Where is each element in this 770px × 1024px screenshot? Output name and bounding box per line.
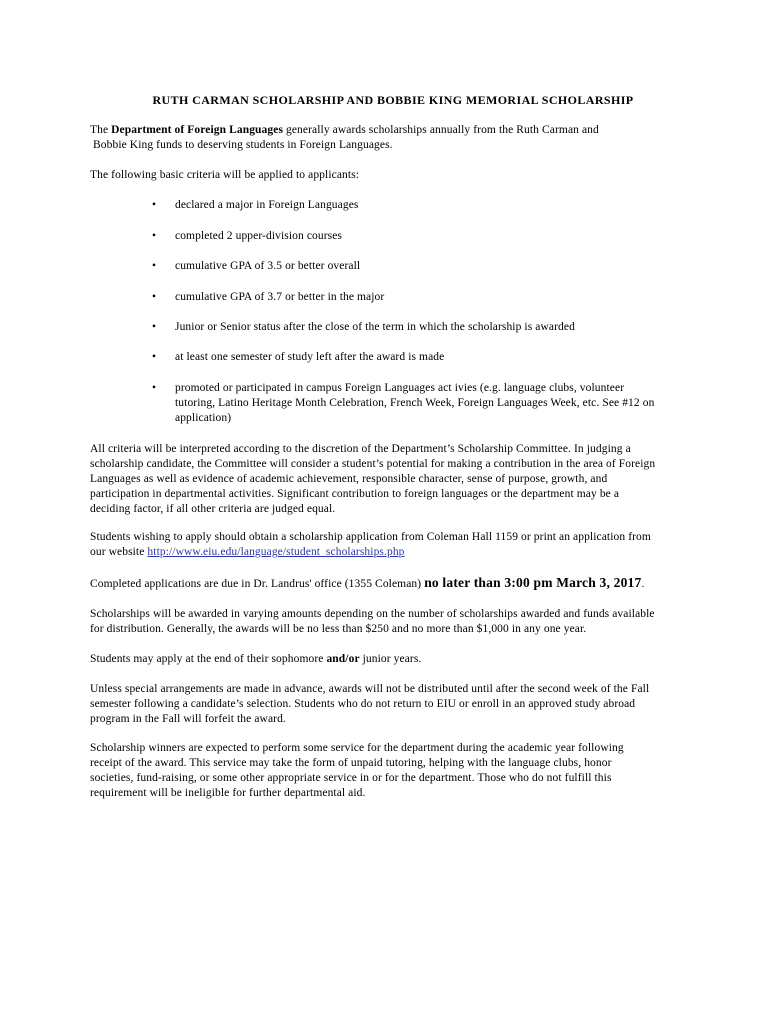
- intro-line-1-rest: generally awards scholarships annually from the Ruth Carman and: [283, 124, 599, 136]
- criteria-item: [152, 381, 654, 426]
- interpretation-paragraph: [90, 442, 655, 517]
- deadline-paragraph: [90, 575, 644, 591]
- criteria-text: [175, 320, 575, 335]
- paragraph-line: requirement will be ineligible for further departmental aid.: [90, 787, 366, 799]
- deadline-emphasis: no later than 3:00 pm March 3, 2017: [424, 575, 642, 590]
- criteria-text: [175, 350, 444, 365]
- paragraph-line: scholarship candidate, the Committee will consider a student’s potential for making a contribution in the area of Foreign: [90, 458, 656, 470]
- deadline-line: [90, 575, 644, 591]
- paragraph-line: for distribution. Generally, the awards will be no less than $250 and no more than $1,000 in any one year.: [90, 623, 587, 635]
- paragraph-line: All criteria will be interpreted according to the discretion of the Department’s Scholarship Committee. In judging a: [90, 443, 631, 455]
- bullet-icon: •: [152, 351, 157, 363]
- bullet-icon: •: [152, 260, 157, 272]
- paragraph-line: semester following a candidate’s selection. Students who do not return to EIU or enroll in an approved study abroad: [90, 698, 636, 710]
- paragraph-line: program in the Fall will forfeit the award.: [90, 713, 286, 725]
- criteria-item: [152, 290, 384, 305]
- criteria-text: [175, 290, 384, 305]
- eligibility-emphasis: and/or: [326, 653, 360, 665]
- criteria-item: [152, 350, 444, 365]
- deadline-suffix: .: [641, 578, 645, 590]
- bullet-icon: •: [152, 291, 157, 303]
- paragraph-line: Scholarship winners are expected to perform some service for the department during the academic year following: [90, 742, 624, 754]
- intro-prefix: The: [90, 124, 112, 136]
- distribution-paragraph: [90, 682, 649, 727]
- criteria-item: [152, 320, 575, 335]
- paragraph-line: Languages as well as evidence of academic achievement, responsible character, sense of purpose, growth, and: [90, 473, 608, 485]
- intro-line-1: [90, 123, 599, 138]
- criteria-line: application): [175, 412, 232, 424]
- eligibility-paragraph: [90, 652, 421, 667]
- eligibility-suffix: junior years.: [359, 653, 422, 665]
- criteria-text: [175, 259, 360, 274]
- scholarship-application-link[interactable]: http://www.eiu.edu/language/student_scholarships.php: [147, 546, 405, 558]
- document-title: RUTH CARMAN SCHOLARSHIP AND BOBBIE KING MEMORIAL SCHOLARSHIP: [152, 93, 634, 107]
- service-paragraph: [90, 741, 624, 801]
- intro-line-2: Bobbie King funds to deserving students in Foreign Languages.: [93, 139, 393, 151]
- criteria-text: [175, 198, 358, 213]
- bullet-icon: •: [152, 199, 157, 211]
- paragraph-line: Students wishing to apply should obtain a scholarship application from Coleman Hall 1159 or print an application from: [90, 531, 651, 543]
- apply-line-2-prefix: our website: [90, 546, 148, 558]
- apply-line-2: [90, 545, 651, 560]
- paragraph-line: societies, fund-raising, or some other appropriate service in or for the department. Those who do not fulfill this: [90, 772, 612, 784]
- intro-paragraph: [90, 123, 599, 153]
- deadline-prefix: Completed applications are due in Dr. Landrus' office (1355 Coleman): [90, 578, 425, 590]
- criteria-line: promoted or participated in campus Foreign Languages act ivies (e.g. language clubs, volunteer: [175, 382, 625, 394]
- paragraph-line: receipt of the award. This service may take the form of unpaid tutoring, helping with the language clubs, honor: [90, 757, 612, 769]
- eligibility-prefix: Students may apply at the end of their sophomore: [90, 653, 327, 665]
- criteria-line: cumulative GPA of 3.5 or better overall: [175, 260, 361, 272]
- apply-paragraph: [90, 530, 651, 560]
- criteria-line: declared a major in Foreign Languages: [175, 199, 359, 211]
- criteria-line: tutoring, Latino Heritage Month Celebration, French Week, Foreign Languages Week, etc. See #12 on: [175, 397, 655, 409]
- criteria-line: Junior or Senior status after the close of the term in which the scholarship is awarded: [175, 321, 575, 333]
- criteria-text: [175, 229, 342, 244]
- criteria-line: cumulative GPA of 3.7 or better in the major: [175, 291, 385, 303]
- paragraph-line: Unless special arrangements are made in advance, awards will not be distributed until after the second week of the Fall: [90, 683, 650, 695]
- amounts-paragraph: [90, 607, 655, 637]
- criteria-line: completed 2 upper-division courses: [175, 230, 343, 242]
- paragraph-line: participation in departmental activities. Significant contribution to foreign languages or the department may be a: [90, 488, 620, 500]
- eligibility-line: [90, 652, 421, 667]
- criteria-text: [175, 381, 654, 426]
- bullet-icon: •: [152, 230, 157, 242]
- department-name: Department of Foreign Languages: [111, 124, 284, 136]
- paragraph-line: deciding factor, if all other criteria are judged equal.: [90, 503, 336, 515]
- paragraph-line: Scholarships will be awarded in varying amounts depending on the number of scholarships awarded and funds available: [90, 608, 655, 620]
- bullet-icon: •: [152, 382, 157, 394]
- bullet-icon: •: [152, 321, 157, 333]
- criteria-intro-text: The following basic criteria will be applied to applicants:: [90, 169, 360, 181]
- criteria-line: at least one semester of study left after the award is made: [175, 351, 445, 363]
- criteria-intro: [90, 168, 359, 183]
- criteria-item: [152, 198, 358, 213]
- criteria-item: [152, 229, 342, 244]
- criteria-item: [152, 259, 360, 274]
